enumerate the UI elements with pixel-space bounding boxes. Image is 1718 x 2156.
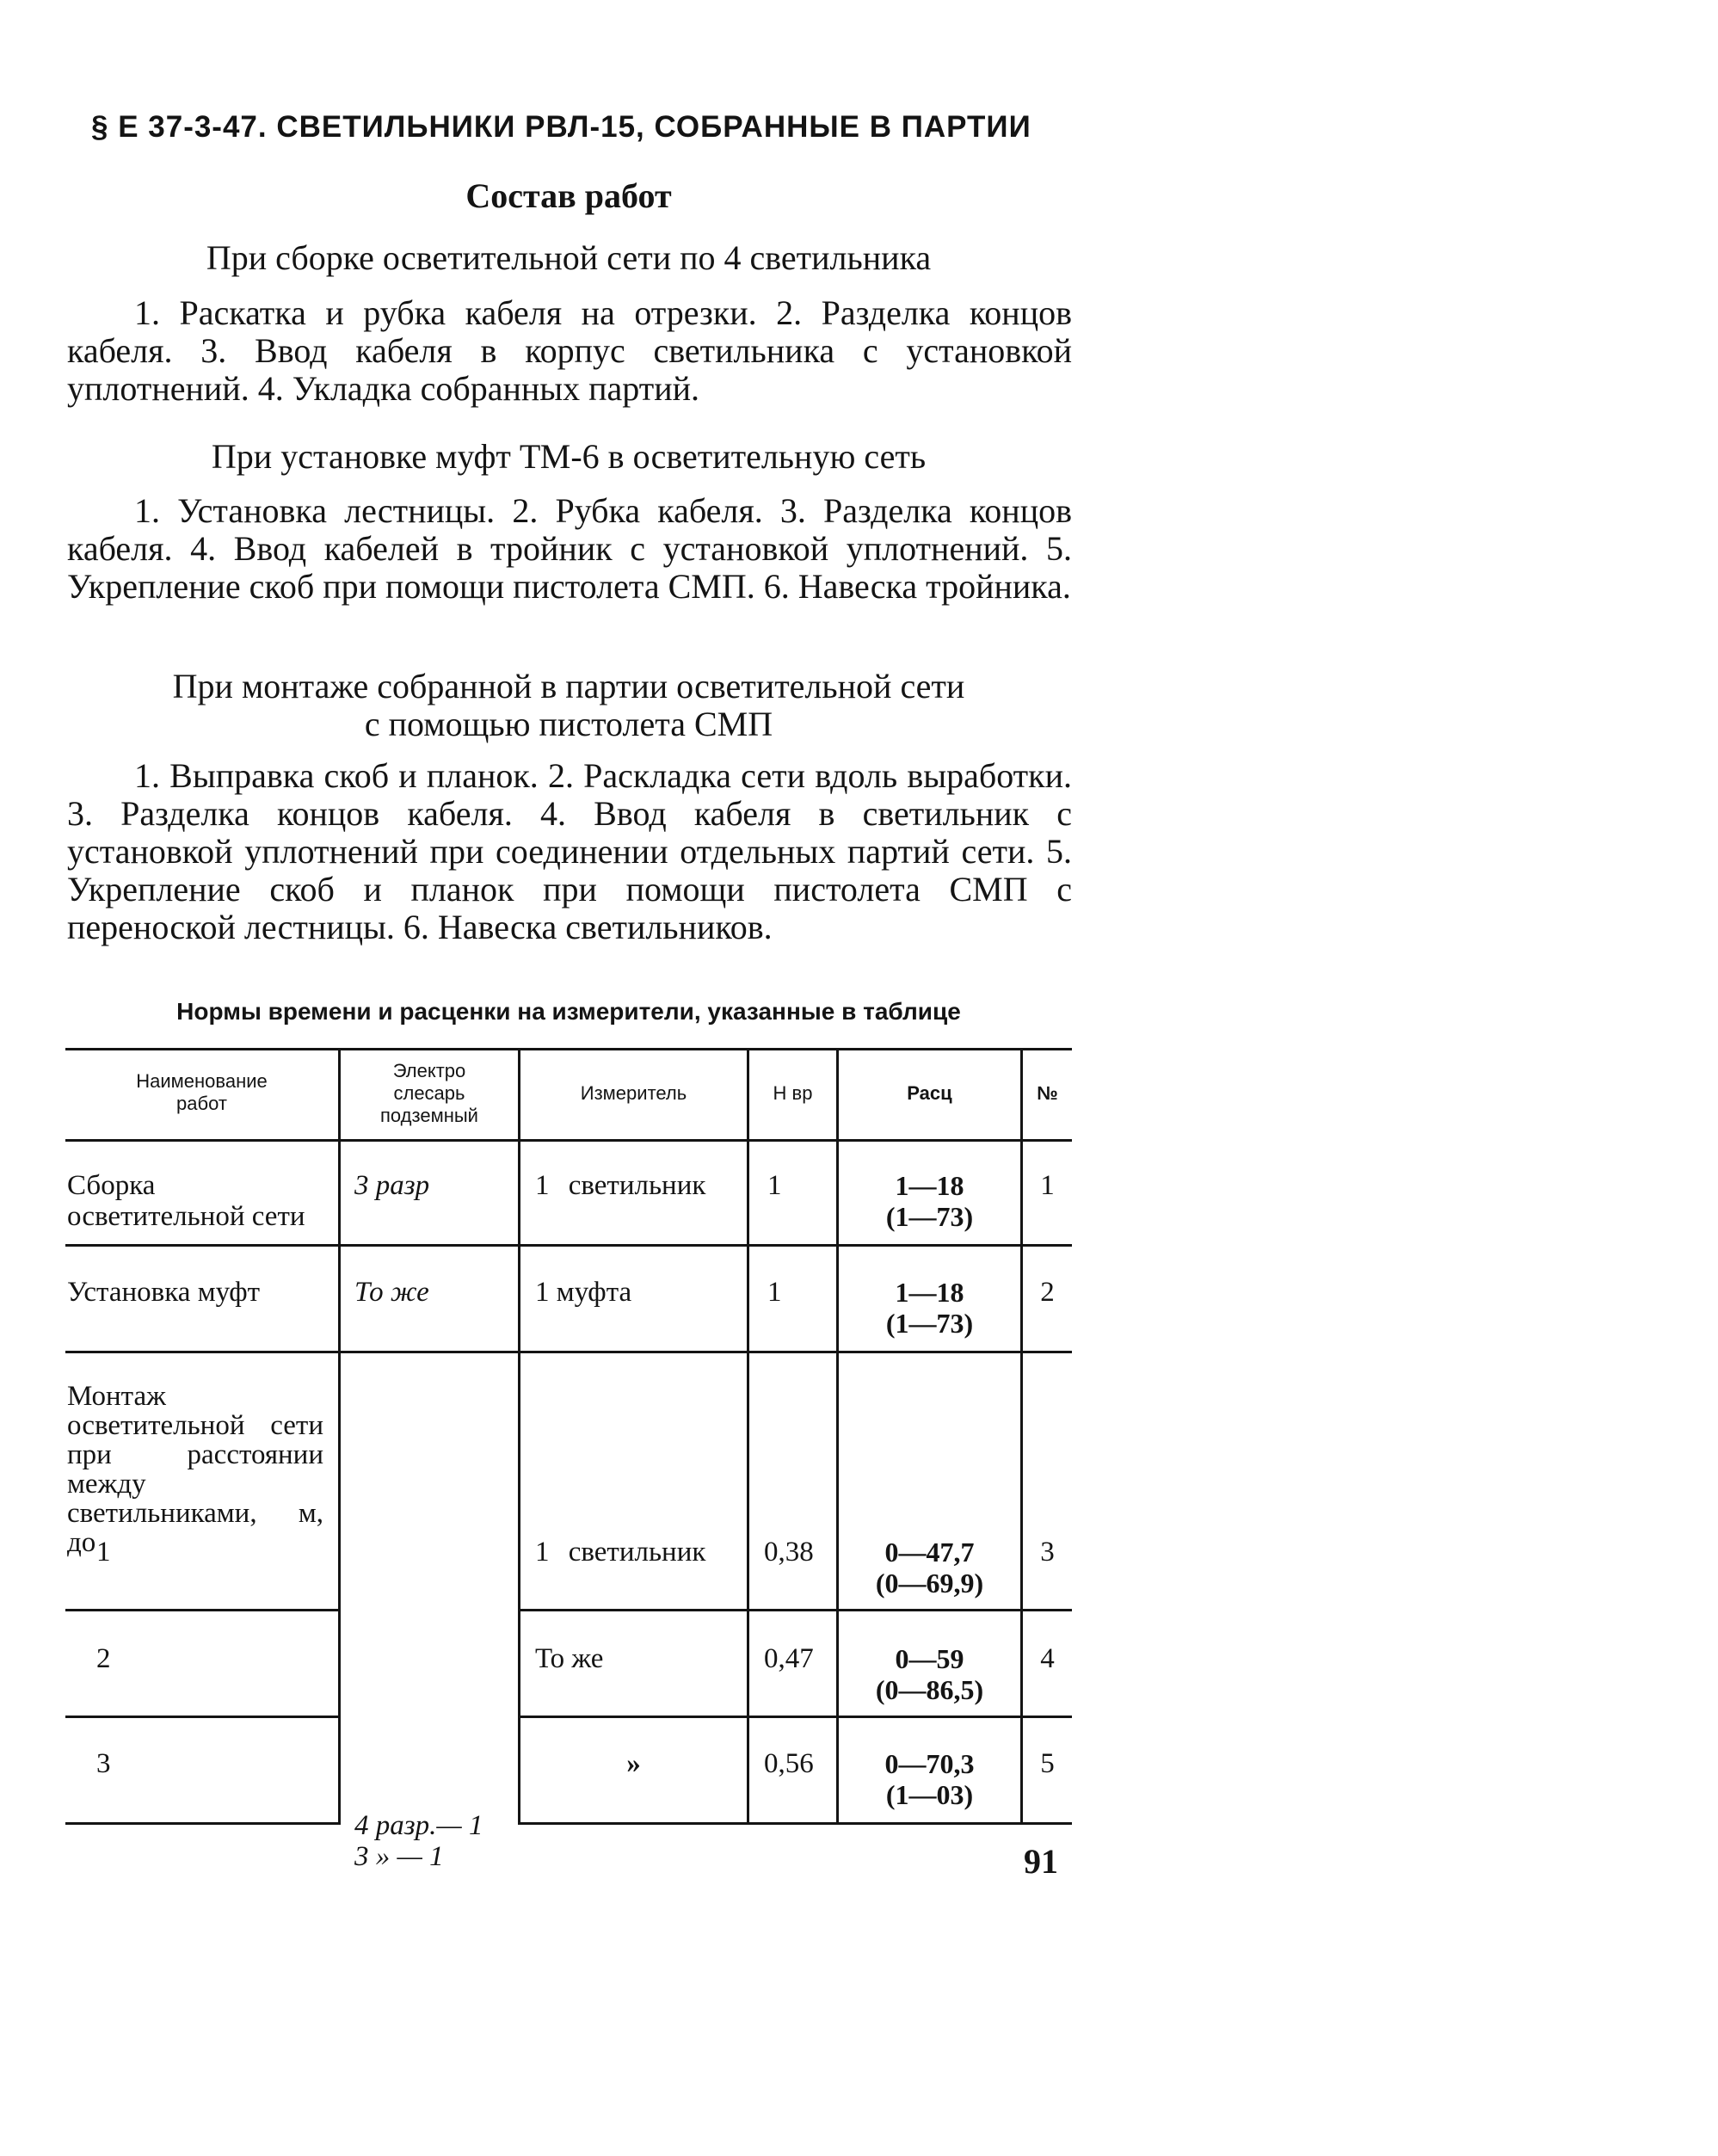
- table-row-1-name: Сборка осветительной сети: [67, 1170, 305, 1232]
- table-row-4-no: 4: [1040, 1643, 1055, 1674]
- table-row-3-norm: 0,38: [764, 1537, 814, 1568]
- table-row-1-unit: 1 светильник: [535, 1170, 706, 1201]
- header-unit: Измеритель: [580, 1082, 687, 1104]
- table-rule: [518, 1822, 1072, 1825]
- table-rule: [747, 1048, 749, 1825]
- table-rule: [65, 1351, 1072, 1353]
- table-row-4-norm: 0,47: [764, 1643, 814, 1674]
- table-row-2-name: Установка муфт: [67, 1277, 261, 1308]
- part-3-text: 1. Выправка скоб и планок. 2. Раскладка сети вдоль выработки. 3. Разделка концов кабеля. 4. Ввод кабеля в светильник с установкой уплотнений при соединении отдельных партий сети. 5. Укрепление скоб и планок при помощи пистолета СМП с переноской лестницы. 6. Навеска светильников.: [67, 756, 1072, 946]
- table-row-1-worker: 3 разр: [354, 1170, 430, 1201]
- table-row-3-no: 3: [1040, 1537, 1055, 1568]
- section-title: § Е 37-3-47. СВЕТИЛЬНИКИ РВЛ-15, СОБРАННЫЕ В ПАРТИИ: [91, 110, 1031, 144]
- composition-heading: Состав работ: [465, 176, 672, 215]
- header-no: №: [1037, 1082, 1058, 1104]
- table-rule: [518, 1609, 1072, 1611]
- table-row-3-name: Монтаж осветительной сети при расстоянии между светильниками, м, до: [67, 1381, 323, 1558]
- table-row-1-no: 1: [1040, 1170, 1055, 1201]
- table-row-2-no: 2: [1040, 1277, 1055, 1308]
- table-row-4-rate: 0—59 (0—86,5): [875, 1643, 984, 1705]
- table-row-5-sub: 3: [96, 1748, 111, 1779]
- table-rule: [518, 1048, 520, 1825]
- table-row-2-unit: 1 муфта: [535, 1277, 632, 1308]
- table-rule: [65, 1609, 341, 1611]
- table-rule: [1020, 1048, 1023, 1825]
- table-rule: [65, 1048, 1072, 1050]
- table-rule: [518, 1716, 1072, 1718]
- table-row-2-rate: 1—18 (1—73): [885, 1277, 974, 1339]
- table-caption: Нормы времени и расценки на измерители, указанные в таблице: [176, 998, 961, 1025]
- part-1-text: 1. Раскатка и рубка кабеля на отрезки. 2. Разделка концов кабеля. 3. Ввод кабеля в корпус светильника с установкой уплотнений. 4. Укладка собранных партий.: [67, 293, 1072, 408]
- table-rule: [65, 1822, 341, 1825]
- table-rule: [836, 1048, 839, 1825]
- part-2-heading: При установке муфт ТМ-6 в осветительную сеть: [211, 437, 927, 476]
- table-row-5-norm: 0,56: [764, 1748, 814, 1779]
- part-3-heading: При монтаже собранной в партии осветительной сети с помощью пистолета СМП: [172, 667, 965, 743]
- table-row-2-norm: 1: [767, 1277, 782, 1308]
- page-number: 91: [1024, 1842, 1058, 1881]
- table-row-3-unit: 1 светильник: [535, 1537, 706, 1568]
- header-rate: Расц: [907, 1082, 952, 1104]
- header-name: Наименование работ: [136, 1070, 268, 1114]
- table-row-4-unit: То же: [535, 1643, 604, 1674]
- header-worker: Электро слесарь подземный: [380, 1060, 478, 1126]
- table-rule: [338, 1048, 341, 1825]
- table-row-5-no: 5: [1040, 1748, 1055, 1779]
- table-row-5-worker: 4 разр.— 1 3 » — 1: [354, 1810, 483, 1872]
- table-rule: [65, 1139, 1072, 1142]
- table-row-3-sub: 1: [96, 1537, 111, 1568]
- part-1-heading: При сборке осветительной сети по 4 светильника: [206, 238, 932, 277]
- table-rule: [65, 1244, 1072, 1247]
- table-row-1-norm: 1: [767, 1170, 782, 1201]
- table-row-1-rate: 1—18 (1—73): [885, 1170, 974, 1232]
- table-row-4-sub: 2: [96, 1643, 111, 1674]
- table-rule: [65, 1716, 341, 1718]
- table-row-5-unit: »: [626, 1748, 641, 1779]
- table-row-2-worker: То же: [354, 1277, 429, 1308]
- table-row-3-rate: 0—47,7 (0—69,9): [875, 1537, 984, 1599]
- table-row-5-rate: 0—70,3 (1—03): [884, 1748, 975, 1810]
- part-2-text: 1. Установка лестницы. 2. Рубка кабеля. 3. Разделка концов кабеля. 4. Ввод кабелей в тройник с установкой уплотнений. 5. Укрепление скоб при помощи пистолета СМП. 6. Навеска тройника.: [67, 491, 1072, 606]
- header-norm: Н вр: [773, 1082, 813, 1104]
